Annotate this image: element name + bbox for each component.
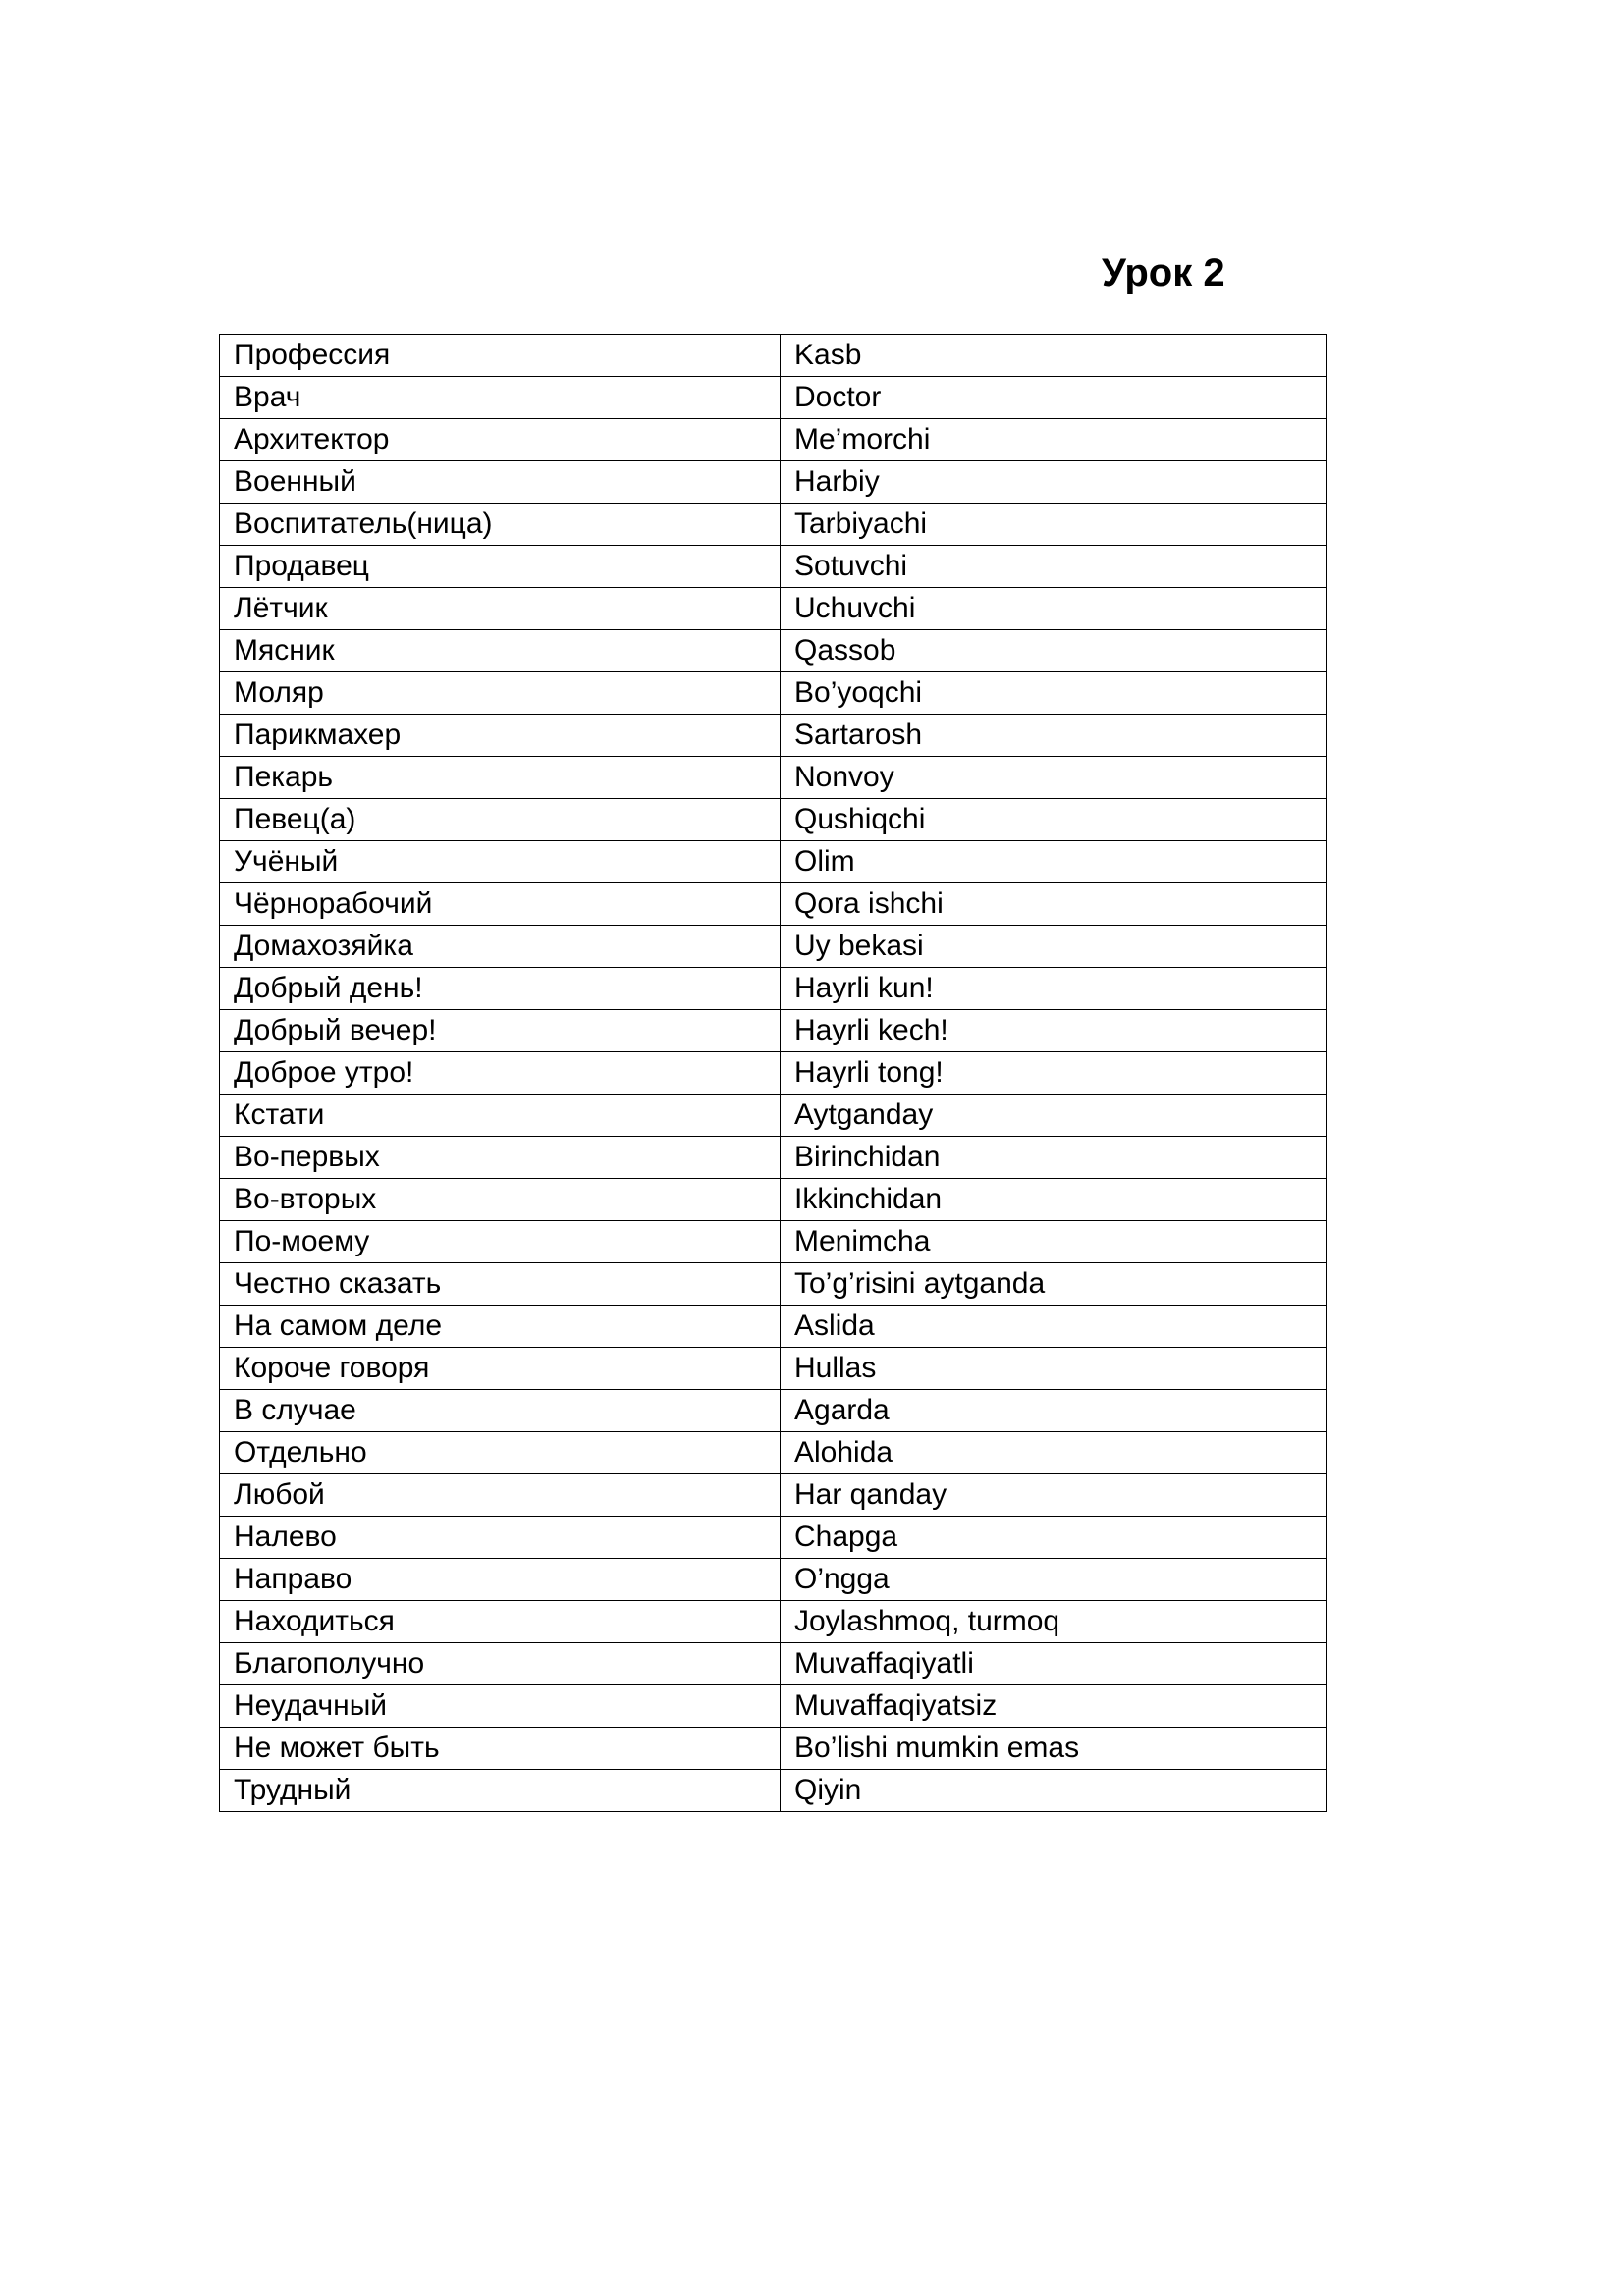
uzbek-word-cell: Uy bekasi <box>781 926 1327 968</box>
russian-word-cell: Продавец <box>220 546 781 588</box>
table-row <box>220 335 1327 377</box>
uzbek-word-cell: Aytganday <box>781 1095 1327 1137</box>
uzbek-word-cell: Sotuvchi <box>781 546 1327 588</box>
table-row <box>220 1010 1327 1052</box>
uzbek-word-cell: Doctor <box>781 377 1327 419</box>
russian-word-cell: Добрый вечер! <box>220 1010 781 1052</box>
russian-word-cell: Любой <box>220 1474 781 1517</box>
uzbek-word-cell: Bo’yoqchi <box>781 672 1327 715</box>
russian-word-cell: Честно сказать <box>220 1263 781 1306</box>
table-row <box>220 926 1327 968</box>
russian-word-cell: Благополучно <box>220 1643 781 1685</box>
vocabulary-table <box>219 334 1327 1812</box>
uzbek-word-cell: Menimcha <box>781 1221 1327 1263</box>
uzbek-word-cell: To’g’risini aytganda <box>781 1263 1327 1306</box>
table-row <box>220 1095 1327 1137</box>
uzbek-word-cell: Hullas <box>781 1348 1327 1390</box>
table-row <box>220 799 1327 841</box>
russian-word-cell: Лётчик <box>220 588 781 630</box>
uzbek-word-cell: Tarbiyachi <box>781 504 1327 546</box>
uzbek-word-cell: Bo’lishi mumkin emas <box>781 1728 1327 1770</box>
uzbek-word-cell: Hayrli kun! <box>781 968 1327 1010</box>
uzbek-word-cell: Agarda <box>781 1390 1327 1432</box>
uzbek-word-cell: Muvaffaqiyatsiz <box>781 1685 1327 1728</box>
russian-word-cell: Находиться <box>220 1601 781 1643</box>
table-row <box>220 1643 1327 1685</box>
uzbek-word-cell: Birinchidan <box>781 1137 1327 1179</box>
russian-word-cell: Трудный <box>220 1770 781 1812</box>
russian-word-cell: Направо <box>220 1559 781 1601</box>
russian-word-cell: Военный <box>220 461 781 504</box>
table-row <box>220 1770 1327 1812</box>
table-row <box>220 461 1327 504</box>
russian-word-cell: Во-первых <box>220 1137 781 1179</box>
uzbek-word-cell: Me’morchi <box>781 419 1327 461</box>
uzbek-word-cell: Hayrli tong! <box>781 1052 1327 1095</box>
russian-word-cell: Парикмахер <box>220 715 781 757</box>
russian-word-cell: Во-вторых <box>220 1179 781 1221</box>
russian-word-cell: Отдельно <box>220 1432 781 1474</box>
russian-word-cell: Неудачный <box>220 1685 781 1728</box>
uzbek-word-cell: Qora ishchi <box>781 883 1327 926</box>
page-title: Урок 2 <box>1102 251 1225 294</box>
russian-word-cell: Воспитатель(ница) <box>220 504 781 546</box>
uzbek-word-cell: O’ngga <box>781 1559 1327 1601</box>
russian-word-cell: Профессия <box>220 335 781 377</box>
table-row <box>220 1601 1327 1643</box>
uzbek-word-cell: Harbiy <box>781 461 1327 504</box>
russian-word-cell: Мясник <box>220 630 781 672</box>
uzbek-word-cell: Qassob <box>781 630 1327 672</box>
uzbek-word-cell: Qiyin <box>781 1770 1327 1812</box>
table-row <box>220 1517 1327 1559</box>
table-row <box>220 672 1327 715</box>
uzbek-word-cell: Sartarosh <box>781 715 1327 757</box>
uzbek-word-cell: Hayrli kech! <box>781 1010 1327 1052</box>
russian-word-cell: Кстати <box>220 1095 781 1137</box>
russian-word-cell: Не может быть <box>220 1728 781 1770</box>
uzbek-word-cell: Aslida <box>781 1306 1327 1348</box>
uzbek-word-cell: Joylashmoq, turmoq <box>781 1601 1327 1643</box>
uzbek-word-cell: Olim <box>781 841 1327 883</box>
russian-word-cell: Добрый день! <box>220 968 781 1010</box>
uzbek-word-cell: Har qanday <box>781 1474 1327 1517</box>
table-row <box>220 1348 1327 1390</box>
uzbek-word-cell: Qushiqchi <box>781 799 1327 841</box>
uzbek-word-cell: Chapga <box>781 1517 1327 1559</box>
russian-word-cell: Домахозяйка <box>220 926 781 968</box>
table-row <box>220 1263 1327 1306</box>
table-row <box>220 841 1327 883</box>
russian-word-cell: Налево <box>220 1517 781 1559</box>
russian-word-cell: Чёрнорабочий <box>220 883 781 926</box>
table-row <box>220 504 1327 546</box>
table-row <box>220 419 1327 461</box>
uzbek-word-cell: Ikkinchidan <box>781 1179 1327 1221</box>
russian-word-cell: На самом деле <box>220 1306 781 1348</box>
table-row <box>220 1052 1327 1095</box>
uzbek-word-cell: Nonvoy <box>781 757 1327 799</box>
table-row <box>220 630 1327 672</box>
table-row <box>220 546 1327 588</box>
table-row <box>220 1474 1327 1517</box>
uzbek-word-cell: Kasb <box>781 335 1327 377</box>
russian-word-cell: Врач <box>220 377 781 419</box>
vocabulary-table-body <box>220 335 1327 1812</box>
uzbek-word-cell: Uchuvchi <box>781 588 1327 630</box>
russian-word-cell: Моляр <box>220 672 781 715</box>
uzbek-word-cell: Alohida <box>781 1432 1327 1474</box>
russian-word-cell: Доброе утро! <box>220 1052 781 1095</box>
table-row <box>220 1728 1327 1770</box>
table-row <box>220 1137 1327 1179</box>
table-row <box>220 1221 1327 1263</box>
table-row <box>220 757 1327 799</box>
table-row <box>220 883 1327 926</box>
russian-word-cell: По-моему <box>220 1221 781 1263</box>
table-row <box>220 377 1327 419</box>
russian-word-cell: Пекарь <box>220 757 781 799</box>
russian-word-cell: В случае <box>220 1390 781 1432</box>
table-row <box>220 1306 1327 1348</box>
table-row <box>220 1559 1327 1601</box>
table-row <box>220 1179 1327 1221</box>
russian-word-cell: Учёный <box>220 841 781 883</box>
russian-word-cell: Архитектор <box>220 419 781 461</box>
table-row <box>220 588 1327 630</box>
table-row <box>220 715 1327 757</box>
russian-word-cell: Короче говоря <box>220 1348 781 1390</box>
table-row <box>220 1432 1327 1474</box>
table-row <box>220 968 1327 1010</box>
table-row <box>220 1685 1327 1728</box>
uzbek-word-cell: Muvaffaqiyatli <box>781 1643 1327 1685</box>
russian-word-cell: Певец(а) <box>220 799 781 841</box>
table-row <box>220 1390 1327 1432</box>
